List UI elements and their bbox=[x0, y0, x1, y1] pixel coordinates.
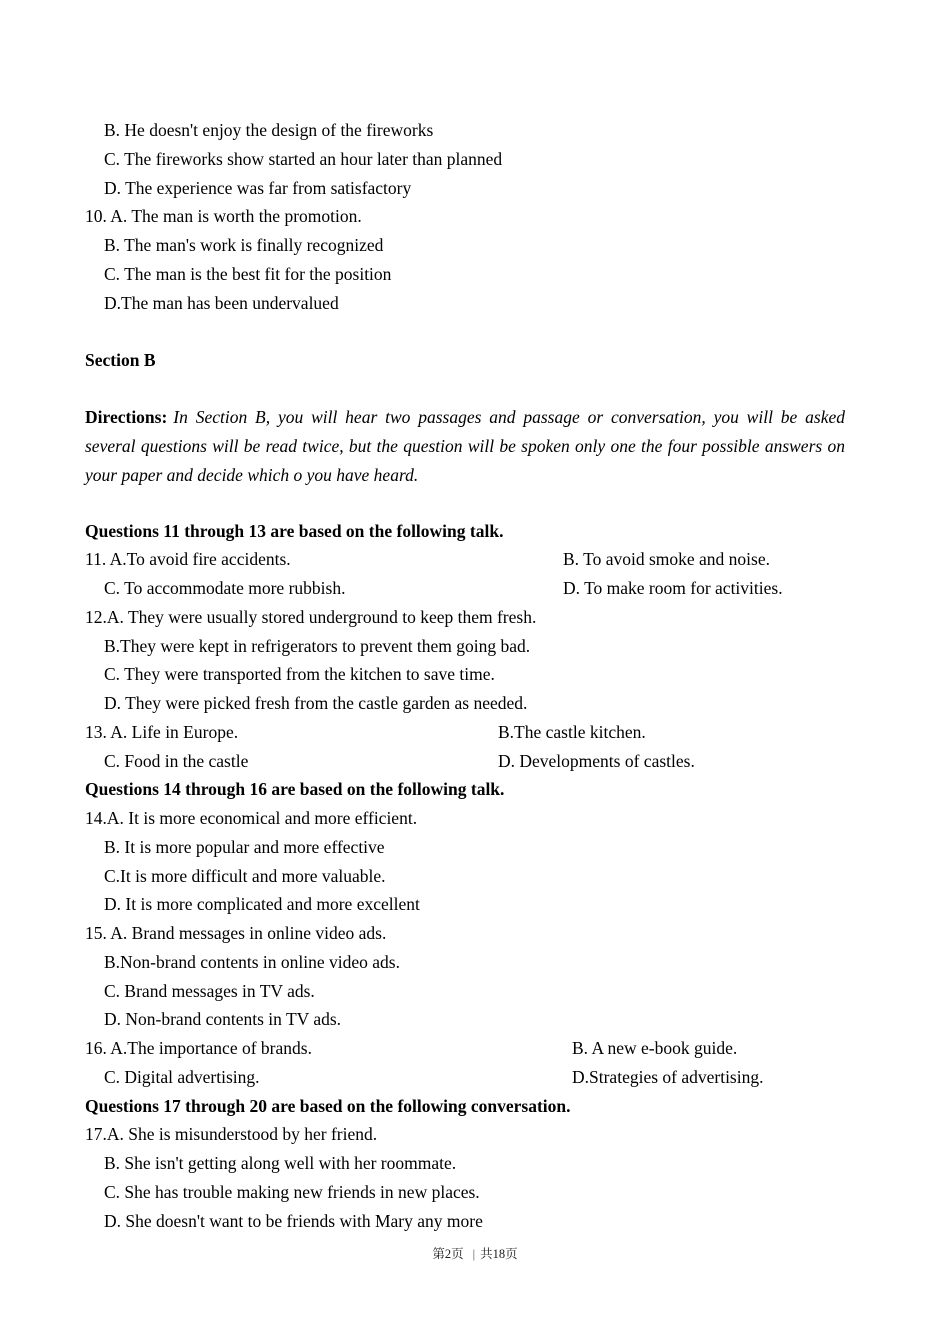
option-line-12b: B.They were kept in refrigerators to prevent them going bad. bbox=[104, 635, 531, 656]
option-line-12c: C. They were transported from the kitchen to save time. bbox=[104, 664, 495, 685]
option-16c: C. Digital advertising. bbox=[104, 1066, 260, 1087]
option-line-15b: B.Non-brand contents in online video ads. bbox=[104, 951, 400, 972]
option-line-14d: D. It is more complicated and more excellent bbox=[104, 894, 420, 915]
spacer bbox=[85, 375, 865, 403]
question-line-10a: 10. A. The man is worth the promotion. bbox=[85, 206, 362, 227]
option-line-10b: B. The man's work is finally recognized bbox=[104, 235, 384, 255]
footer-separator: | bbox=[472, 1247, 476, 1261]
option-line-10c: C. The man is the best fit for the position bbox=[104, 263, 392, 284]
option-16d: D.Strategies of advertising. bbox=[572, 1066, 764, 1087]
block-17-20-heading: Questions 17 through 20 are based on the following conversation. bbox=[85, 1095, 571, 1116]
option-13a: 13. A. Life in Europe. bbox=[85, 721, 239, 742]
option-13c: C. Food in the castle bbox=[104, 750, 249, 771]
option-13d: D. Developments of castles. bbox=[498, 750, 695, 771]
option-line-15d: D. Non-brand contents in TV ads. bbox=[104, 1009, 342, 1030]
option-11b: B. To avoid smoke and noise. bbox=[563, 549, 770, 570]
option-11c: C. To accommodate more rubbish. bbox=[104, 578, 346, 599]
option-line-9d: D. The experience was far from satisfactory bbox=[104, 177, 412, 198]
option-line-9c: C. The fireworks show started an hour later than planned bbox=[104, 148, 503, 169]
option-line-14c: C.It is more difficult and more valuable. bbox=[104, 865, 386, 886]
option-16b: B. A new e-book guide. bbox=[572, 1038, 738, 1059]
question-line-12a: 12.A. They were usually stored underground to keep them fresh. bbox=[85, 606, 537, 627]
option-line-17d: D. She doesn't want to be friends with Mary any more bbox=[104, 1210, 483, 1231]
directions-label: Directions: bbox=[85, 407, 168, 427]
question-line-17a: 17.A. She is misunderstood by her friend. bbox=[85, 1124, 378, 1145]
directions-body: In Section B, you will hear two passages and passage or conversation, you will be asked several questions will be read twice, but the question will be spoken only one the four possible answers on your paper and decide which o you have heard. bbox=[85, 407, 845, 485]
option-line-10d: D.The man has been undervalued bbox=[104, 292, 339, 313]
question-line-14a: 14.A. It is more economical and more efficient. bbox=[85, 808, 418, 829]
option-line-17b: B. She isn't getting along well with her roommate. bbox=[104, 1153, 457, 1174]
question-line-16ab bbox=[85, 1034, 865, 1063]
question-line-13cd bbox=[85, 747, 865, 776]
question-line-11ab bbox=[85, 545, 865, 574]
question-line-16cd bbox=[85, 1063, 865, 1092]
footer-total-pages: 共18页 bbox=[480, 1247, 518, 1261]
page-footer bbox=[0, 1244, 950, 1262]
spacer bbox=[85, 317, 865, 346]
question-line-13ab bbox=[85, 718, 865, 747]
option-line-9b: B. He doesn't enjoy the design of the fireworks bbox=[104, 120, 434, 140]
spacer bbox=[85, 490, 865, 517]
option-line-17c: C. She has trouble making new friends in new places. bbox=[104, 1181, 480, 1202]
section-b-heading: Section B bbox=[85, 350, 156, 371]
option-line-12d: D. They were picked fresh from the castle garden as needed. bbox=[104, 693, 528, 714]
option-line-15c: C. Brand messages in TV ads. bbox=[104, 980, 315, 1001]
directions-paragraph bbox=[85, 403, 845, 490]
option-line-14b: B. It is more popular and more effective bbox=[104, 836, 385, 857]
option-13b: B.The castle kitchen. bbox=[498, 721, 646, 742]
block-11-13-heading: Questions 11 through 13 are based on the following talk. bbox=[85, 520, 504, 541]
option-16a: 16. A.The importance of brands. bbox=[85, 1038, 312, 1059]
option-11a: 11. A.To avoid fire accidents. bbox=[85, 549, 291, 570]
footer-page-number: 第2页 bbox=[432, 1247, 464, 1261]
block-14-16-heading: Questions 14 through 16 are based on the following talk. bbox=[85, 779, 505, 800]
question-line-15a: 15. A. Brand messages in online video ads. bbox=[85, 923, 387, 944]
question-line-11cd bbox=[85, 574, 865, 603]
option-11d: D. To make room for activities. bbox=[563, 578, 783, 599]
